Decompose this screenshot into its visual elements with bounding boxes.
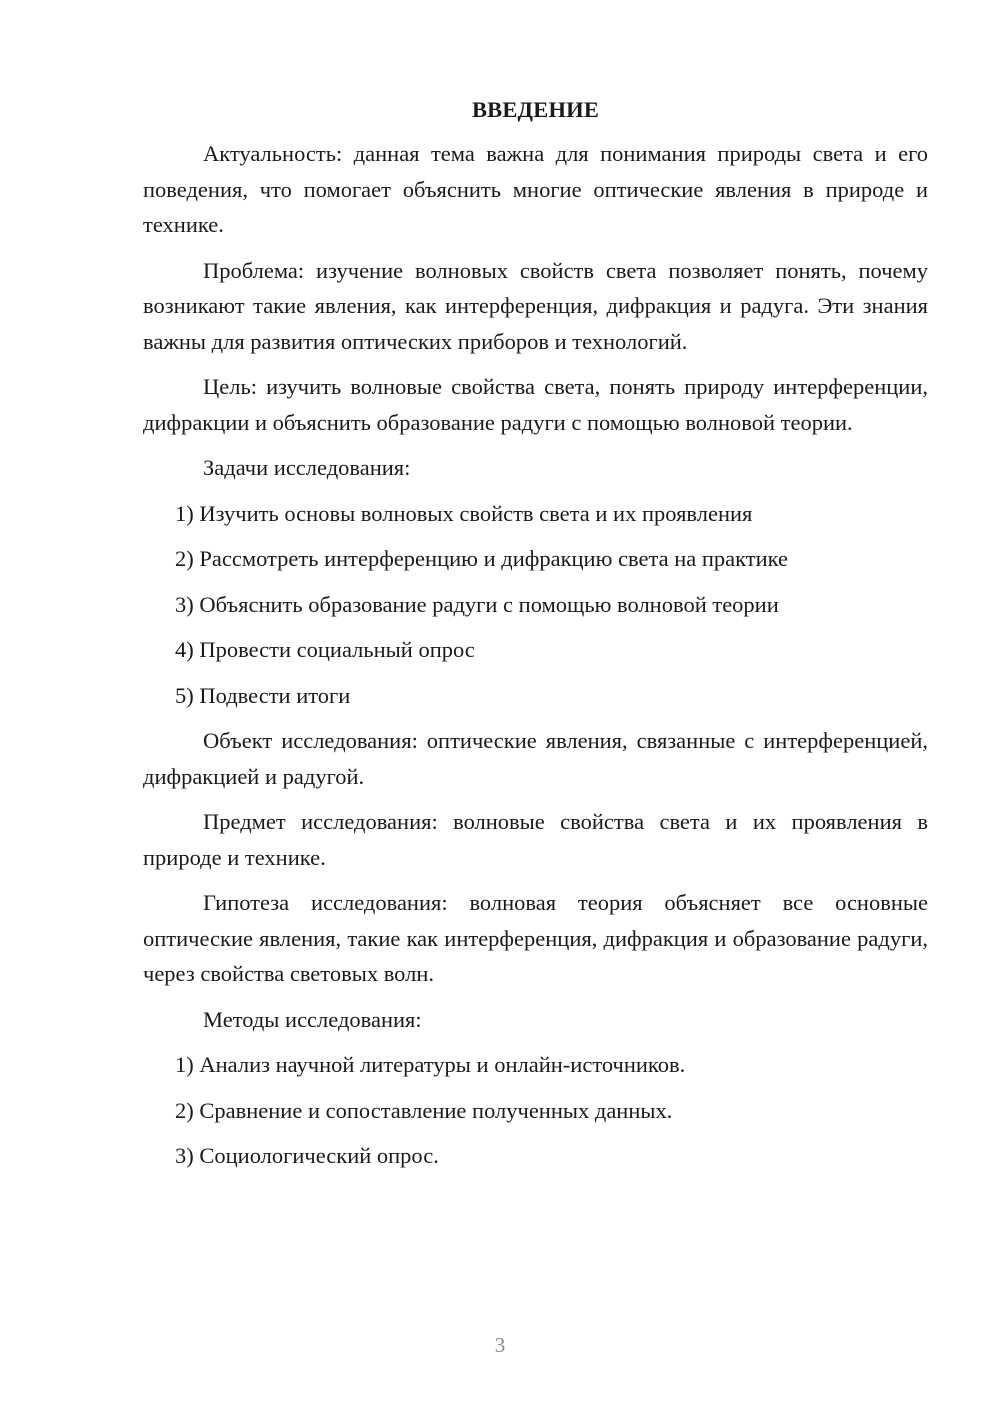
page-title: ВВЕДЕНИЕ <box>471 97 600 122</box>
relevance-paragraph: Актуальность: данная тема важна для понимания природы света и его поведения, что помогает объяснить многие оптические явления в природе и технике. <box>143 141 928 237</box>
method-item-3: 3) Социологический опрос. <box>175 1143 439 1168</box>
problem-paragraph: Проблема: изучение волновых свойств света позволяет понять, почему возникают такие явления, как интерференция, дифракция и радуга. Эти знания важны для развития оптических приборов и технологий. <box>143 257 928 354</box>
subject-paragraph: Предмет исследования: волновые свойства света и их проявления в природе и технике. <box>143 809 928 870</box>
page-number: 3 <box>494 1333 506 1357</box>
method-item-2: 2) Сравнение и сопоставление полученных данных. <box>175 1097 673 1123</box>
methods-heading: Методы исследования: <box>203 1006 422 1032</box>
methods-list <box>143 1047 928 1174</box>
task-item-1: 1) Изучить основы волновых свойств света и их проявления <box>175 500 753 526</box>
task-item-5: 5) Подвести итоги <box>175 682 351 708</box>
hypothesis-paragraph: Гипотеза исследования: волновая теория объясняет все основные оптические явления, такие как интерференция, дифракция и образование радуги, через свойства световых волн. <box>143 890 928 986</box>
task-item-4: 4) Провести социальный опрос <box>175 637 475 662</box>
object-paragraph: Объект исследования: оптические явления, связанные с интерференцией, дифракцией и радугой. <box>143 728 928 789</box>
task-item-3: 3) Объяснить образование радуги с помощью волновой теории <box>175 591 779 617</box>
page-content <box>143 92 928 1184</box>
tasks-heading: Задачи исследования: <box>203 455 411 480</box>
method-item-1: 1) Анализ научной литературы и онлайн-источников. <box>175 1052 686 1077</box>
goal-paragraph: Цель: изучить волновые свойства света, понять природу интерференции, дифракции и объяснить образование радуги с помощью волновой теории. <box>143 374 928 435</box>
task-item-2: 2) Рассмотреть интерференцию и дифракцию света на практике <box>175 546 789 571</box>
tasks-list <box>143 496 928 714</box>
